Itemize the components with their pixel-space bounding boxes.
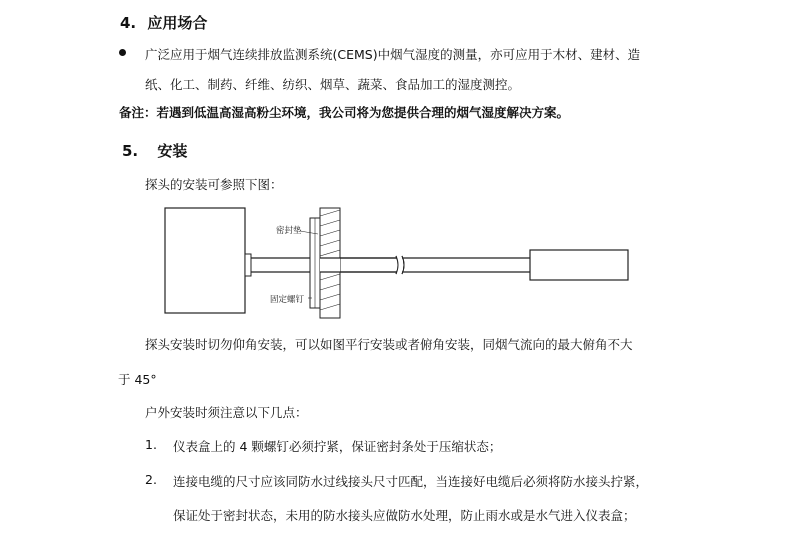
bullet-icon <box>119 49 126 56</box>
installation-diagram <box>160 200 640 320</box>
section-4-title: 应用场合 <box>147 14 208 32</box>
section-5-title: 安装 <box>157 142 188 160</box>
list-item-1-number: 1. <box>145 437 157 452</box>
instrument-box <box>165 208 245 313</box>
section-4-bullet-line-2: 纸、化工、制药、纤维、纺织、烟草、蔬菜、食品加工的湿度测控。 <box>145 77 521 92</box>
list-item-2-number: 2. <box>145 472 157 487</box>
section-4-bullet-line-1: 广泛应用于烟气连续排放监测系统(CEMS)中烟气湿度的测量，亦可应用于木材、建材、造 <box>145 47 641 62</box>
section-4-heading <box>120 12 207 33</box>
section-5-heading <box>122 140 187 161</box>
probe-head <box>530 250 628 280</box>
note-label: 备注： <box>119 105 157 120</box>
section-4-note <box>119 103 569 121</box>
label-gasket: 密封垫 <box>276 226 302 236</box>
list-item-2-text-line-1: 连接电缆的尺寸应该同防水过线接头尺寸匹配，当连接好电缆后必须将防水接头拧紧， <box>173 474 649 489</box>
section-5-intro: 探头的安装可参照下图： <box>145 177 283 192</box>
section-5-para-1-line-2: 于 45° <box>118 372 157 387</box>
section-4-number: 4. <box>120 14 137 32</box>
section-5-number: 5. <box>122 142 139 160</box>
section-5-para-2: 户外安装时须注意以下几点： <box>145 405 308 420</box>
list-item-2-text-line-2: 保证处于密封状态，未用的防水接头应做防水处理，防止雨水或是水气进入仪表盒； <box>173 508 636 523</box>
note-text: 若遇到低温高湿高粉尘环境，我公司将为您提供合理的烟气湿度解决方案。 <box>156 105 570 120</box>
section-5-para-1-line-1: 探头安装时切勿仰角安装，可以如图平行安装或者俯角安装，同烟气流向的最大俯角不大 <box>145 337 633 352</box>
label-screw: 固定螺钉 <box>270 295 305 305</box>
connector <box>245 254 251 276</box>
list-item-1-text: 仪表盒上的 4 颗螺钉必须拧紧，保证密封条处于压缩状态； <box>173 439 502 454</box>
